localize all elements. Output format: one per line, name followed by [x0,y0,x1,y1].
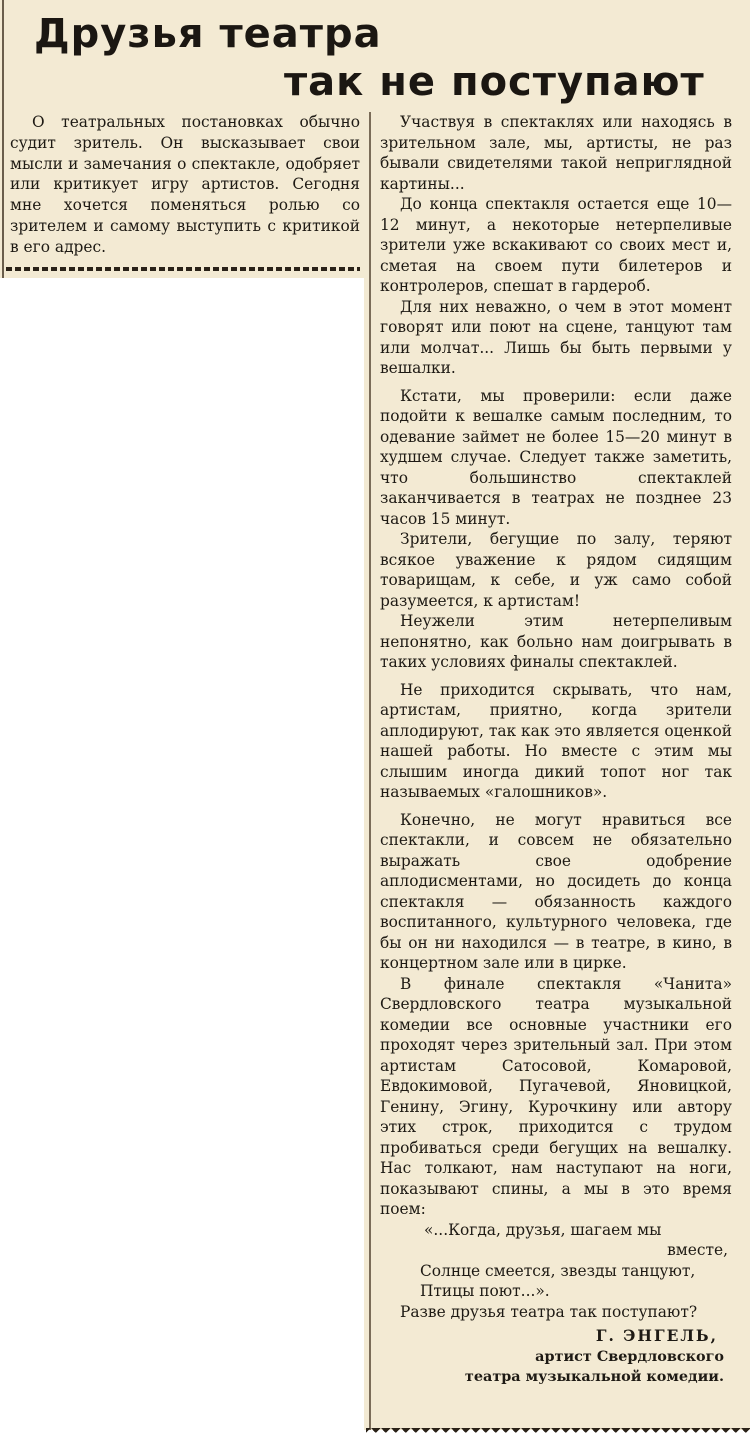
body-paragraph-7: Не приходится скрывать, что нам, артистам, приятно, когда зрители аплодируют, так как это является оценкой нашей работы. Но вместе с этим мы слышим иногда дикий топот ног так называемых «галошников». [380,680,732,801]
verse-line-1: «...Когда, друзья, шагаем мы [424,1220,662,1239]
closing-question: Разве друзья театра так поступают? [400,1302,698,1321]
column-separator [369,112,371,1430]
body-paragraph-6: Неужели этим нетерпеливым непонятно, как больно нам доигрывать в таких условиях финалы спектаклей. [380,612,732,671]
author-signature [380,1326,732,1387]
article-body [380,112,732,1387]
body-paragraph-1: Участвуя в спектаклях или находясь в зрительном зале, мы, артисты, не раз бывали свидетелями такой неприглядной картины... [380,113,732,193]
verse-line-1-wrap: вместе, [667,1241,728,1259]
body-paragraph-8: Конечно, не могут нравиться все спектакли, и совсем не обязательно выражать свое одобрение аплодисментами, но досидеть до конца спектакля — обязанность каждого воспитанного, культурного человека, где бы он ни находился — в театре, в кино, в концертном зале или в цирке. [380,810,732,972]
lead-text: О театральных постановках обычно судит зритель. Он высказывает свои мысли и замечания о спектакле, одобряет или критикует игру артистов. Сегодня мне хочется поменяться ролью со зрителем и самому выступить с критикой в его адрес. [10,113,360,256]
body-paragraph-9: В финале спектакля «Чанита» Свердловского театра музыкальной комедии все основные участники его проходят через зрительный зал. При этом артистам Сатосовой, Комаровой, Евдокимовой, Пугачевой, Яновицкой, Генину, Эгину, Курочкину или автору этих строк, приходится с трудом пробиваться среди бегущих на вешалку. Нас толкают, нам наступают на ноги, показывают спины, а мы в это время поем: [380,974,732,1218]
clipping-left-edge [2,0,4,278]
author-role-line-2: театра музыкальной комедии. [464,1367,724,1385]
author-name: Г. ЭНГЕЛЬ, [595,1327,718,1345]
author-role-line-1: артист Свердловского [535,1347,724,1365]
song-verse [380,1220,732,1302]
body-paragraph-5: Зрители, бегущие по залу, теряют всякое уважение к рядом сидящим товарищам, к себе, и уж само собой разумеется, к артистам! [380,530,732,610]
verse-line-2: Солнце смеется, звезды танцуют, [420,1261,696,1280]
torn-bottom-edge [366,1428,750,1448]
lead-paragraph [10,112,360,258]
body-paragraph-2: До конца спектакля остается еще 10—12 минут, а некоторые нетерпеливые зрители уже вскакивают со своих мест и, сметая на своем пути билетеров и контролеров, спешат в гардероб. [380,195,732,295]
body-paragraph-3: Для них неважно, о чем в этот момент говорят или поют на сцене, танцуют там или молчат... Лишь бы быть первыми у вешалки. [380,297,732,377]
headline-line-2: так не поступают [284,59,705,105]
headline-line-1: Друзья театра [34,11,382,57]
verse-line-3: Птицы поют...». [420,1282,550,1300]
body-paragraph-4: Кстати, мы проверили: если даже подойти к вешалке самым последним, то одевание займет не более 15—20 минут в худшем случае. Следует также заметить, что большинство спектаклей заканчивается в театрах не позднее 23 часов 15 минут. [380,386,732,528]
dashed-rule [6,267,360,271]
